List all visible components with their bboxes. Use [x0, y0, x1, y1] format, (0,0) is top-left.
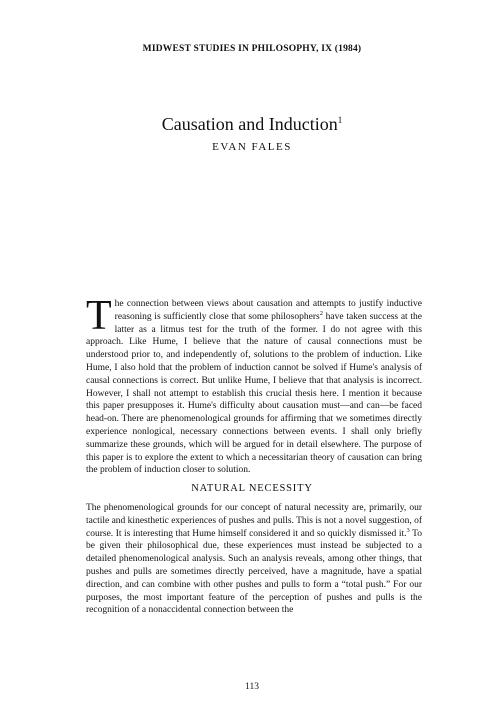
- intro-text-part-2: have taken success at the latter as a litmus test for the truth of the former. I do not agree with this approach. Like Hume, I believe that the nature of causal connections must be understood prior to, and independently of, solutions to the problem of induction. Like Hume, I also hold that the problem of induction cannot be solved if Hume's analysis of causal connections is correct. But unlike Hume, I believe that that analysis is incorrect. However, I shall not attempt to establish this crucial thesis here. I mention it because this paper presupposes it. Hume's difficulty about causation must—and can—be faced head-on. There are phenomenological grounds for affirming that we sometimes directly experience nonlogical, necessary connections between events. I shall only briefly summarize these grounds, which will be argued for in detail elsewhere. The purpose of this paper is to explore the extent to which a necessitarian theory of causation can bring the problem of induction closer to solution.: [86, 311, 422, 476]
- article-title-text: Causation and Induction: [161, 114, 338, 134]
- section-heading: NATURAL NECESSITY: [191, 483, 313, 494]
- page-number: 113: [245, 682, 259, 692]
- section-paragraph: [86, 502, 422, 617]
- footnote-marker-2: 2: [319, 309, 323, 317]
- footnote-marker-3: 3: [406, 526, 410, 534]
- author-name: EVAN FALES: [212, 141, 292, 153]
- title-footnote-marker: 1: [337, 115, 343, 125]
- running-head: MIDWEST STUDIES IN PHILOSOPHY, IX (1984): [142, 44, 362, 54]
- drop-cap: T: [86, 293, 112, 339]
- section-text-part-1: The phenomenological grounds for our concept of natural necessity are, primarily, our tactile and kinesthetic experiences of pushes and pulls. This is not a novel suggestion, of course. It is interesting that Hume himself considered it and so quickly dismissed it.: [86, 503, 422, 539]
- intro-paragraph: [86, 293, 422, 477]
- section-text-part-2: To be given their philosophical due, these experiences must instead be subjected to a detailed phenomenological analysis. Such an analysis reveals, among other things, that pushes and pulls are sometimes directly perceived, have a magnitude, have a spatial direction, and can combine with other pushes and pulls to form a “total push.” For our purposes, the most important feature of the perception of pushes and pulls is the recognition of a nonaccidental connection between the: [86, 528, 422, 616]
- intro-text-part-1: he connection between views about causation and attempts to justify inductive reasoning is sufficiently close that some philosophers: [114, 299, 422, 322]
- article-title: [0, 114, 504, 135]
